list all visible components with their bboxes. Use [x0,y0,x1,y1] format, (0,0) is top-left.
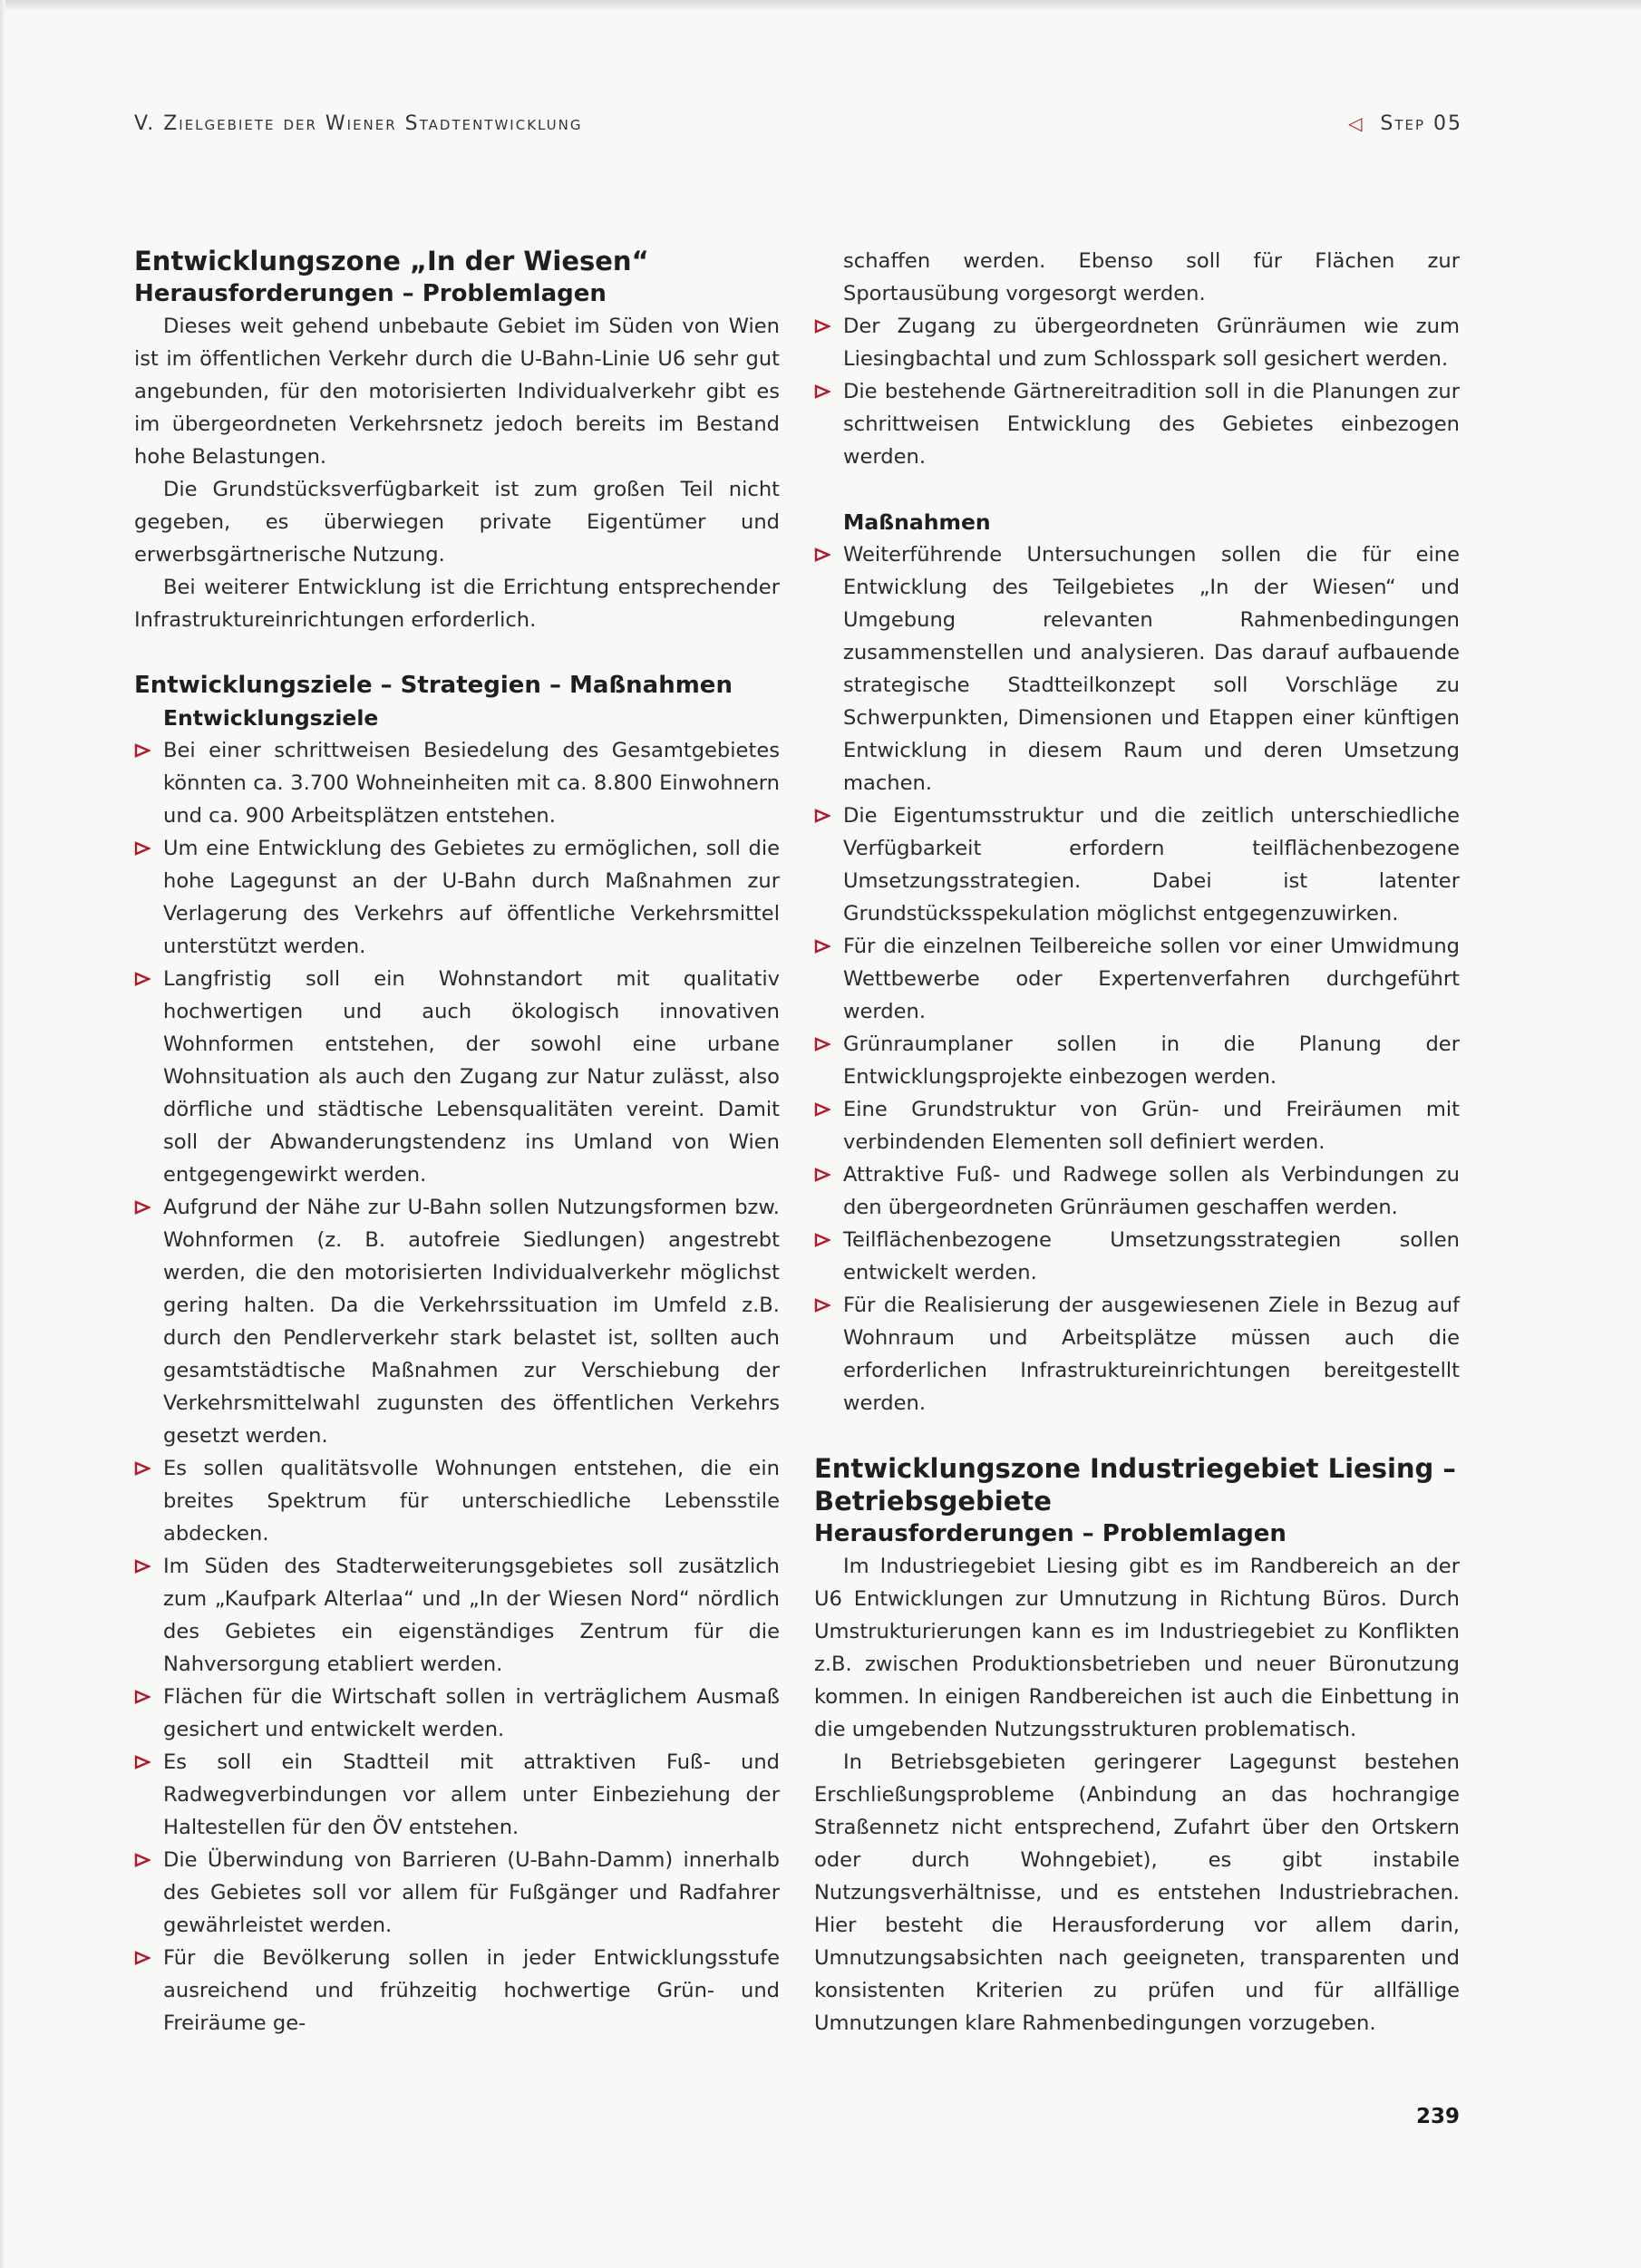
triangle-bullet-icon [134,972,151,986]
paragraph: In Betriebsgebieten geringerer Lagegunst bestehen Erschließungsprobleme (Anbindung an das hochrangige Straßennetz nicht entsprechend, Zufahrt über den Ortskern oder durch Wohngebiet), es gibt instabile Nutzungsverhältnisse, und es entstehen Industriebrachen. Hier besteht die Herausforderung vor allem darin, Umnutzungsabsichten nach geeigneten, transparenten und konsistenten Kriterien zu prüfen und für allfällige Umnutzungen klare Rahmenbedingungen vorzugeben. [814,1750,1460,2035]
list-item-text: Für die einzelnen Teilbereiche sollen vor einer Umwidmung Wettbewerbe oder Expertenverfahren durchgeführt werden. [843,935,1460,1023]
subheading-herausforderungen: Herausforderungen – Problemlagen [814,1520,1287,1547]
triangle-bullet-icon [134,1690,151,1704]
list-item-text: Grünraumplaner sollen in die Planung der Entwicklungsprojekte einbezogen werden. [843,1032,1460,1089]
list-item [814,1028,1460,1093]
list-item [134,1191,780,1452]
chapter-title: V. Zielgebiete der Wiener Stadtentwicklung [134,112,583,135]
paragraph: Bei weiterer Entwicklung ist die Errichtung entsprechender Infrastruktureinrichtungen erforderlich. [134,576,780,632]
list-item-text: Die Eigentumsstruktur und die zeitlich unterschiedliche Verfügbarkeit erfordern teilflächenbezogene Umsetzungsstrategien. Dabei ist latenter Grundstücksspekulation möglichst entgegenzuwirken. [843,804,1460,926]
list-item [814,800,1460,930]
list-item-text: Die Überwindung von Barrieren (U-Bahn-Damm) innerhalb des Gebietes soll vor allem für Fußgänger und Radfahrer gewährleistet werden. [163,1848,780,1937]
list-item-text: Weiterführende Untersuchungen sollen die für eine Entwicklung des Teilgebietes „In der Wiesen“ und Umgebung relevanten Rahmenbedingungen zusammenstellen und analysieren. Das darauf aufbauende strategische Stadtteilkonzept soll Vorschläge zu Schwerpunkten, Dimensionen und Etappen einer künftigen Entwicklung in diesem Raum und deren Umsetzung machen. [843,543,1460,795]
measures-list [814,538,1460,1420]
triangle-bullet-icon [814,384,830,399]
triangle-bullet-icon [134,1200,151,1215]
list-item [134,963,780,1191]
goals-list-continued [814,310,1460,473]
right-column [814,245,1460,2040]
subheading-entwicklungsziele: Entwicklungsziele [163,705,379,731]
list-item [814,1224,1460,1289]
list-item-text: Der Zugang zu übergeordneten Grünräumen wie zum Liesingbachtal und zum Schlosspark soll gesichert werden. [843,315,1460,371]
triangle-bullet-icon [134,1461,151,1476]
list-item [134,1681,780,1746]
list-item-text: Aufgrund der Nähe zur U-Bahn sollen Nutzungsformen bzw. Wohnformen (z. B. autofreie Siedlungen) angestrebt werden, die den motorisierten Individualverkehr möglichst gering halten. Da die Verkehrssituation im Umfeld z.B. durch den Pendlerverkehr stark belastet ist, sollten auch gesamtstädtische Maßnahmen zur Verschiebung der Verkehrsmittelwahl zugunsten des öffentlichen Verkehrs gesetzt werden. [163,1196,780,1448]
list-item-text: Teilflächenbezogene Umsetzungsstrategien sollen entwickelt werden. [843,1228,1460,1284]
list-item [814,375,1460,473]
triangle-bullet-icon [134,1853,151,1867]
paragraph: Dieses weit gehend unbebaute Gebiet im Süden von Wien ist im öffentlichen Verkehr durch die U-Bahn-Linie U6 sehr gut angebunden, für den motorisierten Individualverkehr gibt es im übergeordneten Verkehrsnetz jedoch bereits im Bestand hohe Belastungen. [134,315,780,469]
list-item-text: Attraktive Fuß- und Radwege sollen als Verbindungen zu den übergeordneten Grünräumen geschaffen werden. [843,1163,1460,1219]
list-item-text: Flächen für die Wirtschaft sollen in verträglichem Ausmaß gesichert und entwickelt werden. [163,1685,780,1741]
list-item [134,832,780,963]
triangle-bullet-icon [814,1037,830,1052]
section-heading-in-der-wiesen: Entwicklungszone „In der Wiesen“ [134,246,649,276]
triangle-bullet-icon [814,809,830,823]
list-item-text: Langfristig soll ein Wohnstandort mit qualitativ hochwertigen und auch ökologisch innovativen Wohnformen entstehen, der sowohl eine urbane Wohnsituation als auch den Zugang zur Natur zulässt, also dörfliche und städtische Lebensqualitäten vereint. Damit soll der Abwanderungstendenz ins Umland von Wien entgegengewirkt werden. [163,967,780,1187]
triangle-bullet-icon [814,939,830,954]
subheading-massnahmen: Maßnahmen [843,509,991,535]
list-item-text: Um eine Entwicklung des Gebietes zu ermöglichen, soll die hohe Lagegunst an der U-Bahn durch Maßnahmen zur Verlagerung des Verkehrs auf öffentliche Verkehrsmittel unterstützt werden. [163,837,780,958]
left-column [134,245,780,2040]
step-label: Step 05 [1380,112,1462,135]
triangle-bullet-icon [134,1755,151,1769]
list-item-text: Es sollen qualitätsvolle Wohnungen entstehen, die ein breites Spektrum für unterschiedliche Lebensstile abdecken. [163,1457,780,1546]
list-item [814,930,1460,1028]
triangle-bullet-icon [814,548,830,562]
list-item-text: Die bestehende Gärtnereitradition soll in die Planungen zur schrittweisen Entwicklung des Gebietes einbezogen werden. [843,380,1460,469]
triangle-bullet-icon [134,841,151,856]
list-item-text: Im Süden des Stadterweiterungsgebietes soll zusätzlich zum „Kaufpark Alterlaa“ und „In der Wiesen Nord“ nördlich des Gebietes ein eigenständiges Zentrum für die Nahversorgung etabliert werden. [163,1555,780,1676]
triangle-bullet-icon [814,1168,830,1182]
spacer [814,1420,1460,1452]
page-number: 239 [1415,2105,1460,2128]
list-item-text: Es soll ein Stadtteil mit attraktiven Fuß- und Radwegverbindungen vor allem unter Einbeziehung der Haltestellen für den ÖV entstehen. [163,1750,780,1839]
triangle-bullet-icon [814,1233,830,1247]
list-item [134,1746,780,1844]
list-item [814,1289,1460,1420]
list-item [134,1550,780,1681]
list-item [134,1942,780,2040]
triangle-bullet-icon [814,1102,830,1117]
triangle-left-icon: ◁ [1347,112,1364,134]
section-heading-entwicklungsziele: Entwicklungsziele – Strategien – Maßnahmen [134,672,733,699]
list-item [134,1452,780,1550]
step-label-group [1348,112,1462,135]
goals-list [134,734,780,2040]
list-item [814,310,1460,375]
triangle-bullet-icon [134,743,151,758]
triangle-bullet-icon [814,319,830,334]
triangle-bullet-icon [134,1951,151,1965]
triangle-bullet-icon [814,1298,830,1313]
list-item [134,1844,780,1942]
continued-text: schaffen werden. Ebenso soll für Flächen zur Sportausübung vorgesorgt werden. [843,249,1460,305]
paragraph: Im Industriegebiet Liesing gibt es im Randbereich an der U6 Entwicklungen zur Umnutzung in Richtung Büros. Durch Umstrukturierungen kann es im Industriegebiet zu Konflikten z.B. zwischen Produktionsbetrieben und neuer Büronutzung kommen. In einigen Randbereichen ist auch die Einbettung in die umgebenden Nutzungsstrukturen problematisch. [814,1555,1460,1741]
triangle-bullet-icon [134,1559,151,1574]
list-item-text: Bei einer schrittweisen Besiedelung des Gesamtgebietes könnten ca. 3.700 Wohneinheiten mit ca. 8.800 Einwohnern und ca. 900 Arbeitsplätzen entstehen. [163,739,780,828]
list-item-text: Eine Grundstruktur von Grün- und Freiräumen mit verbindenden Elementen soll definiert werden. [843,1098,1460,1154]
list-item [814,1093,1460,1158]
scan-left-edge [0,0,5,2268]
scan-edge [0,0,1641,11]
spacer [134,636,780,669]
list-item-text: Für die Realisierung der ausgewiesenen Ziele in Bezug auf Wohnraum und Arbeitsplätze müssen auch die erforderlichen Infrastruktureinrichtungen bereitgestellt werden. [843,1294,1460,1415]
spacer [814,473,1460,506]
section-heading-industriegebiet-liesing: Entwicklungszone Industriegebiet Liesing – Betriebsgebiete [814,1453,1456,1517]
list-item [134,734,780,832]
subheading-herausforderungen: Herausforderungen – Problemlagen [134,280,607,307]
list-item-text: Für die Bevölkerung sollen in jeder Entwicklungsstufe ausreichend und frühzeitig hochwertige Grün- und Freiräume ge- [163,1946,780,2035]
running-header [134,112,1462,140]
paragraph: Die Grundstücksverfügbarkeit ist zum großen Teil nicht gegeben, es überwiegen private Eigentümer und erwerbsgärtnerische Nutzung. [134,478,780,567]
list-item [814,1158,1460,1224]
list-item [814,538,1460,800]
